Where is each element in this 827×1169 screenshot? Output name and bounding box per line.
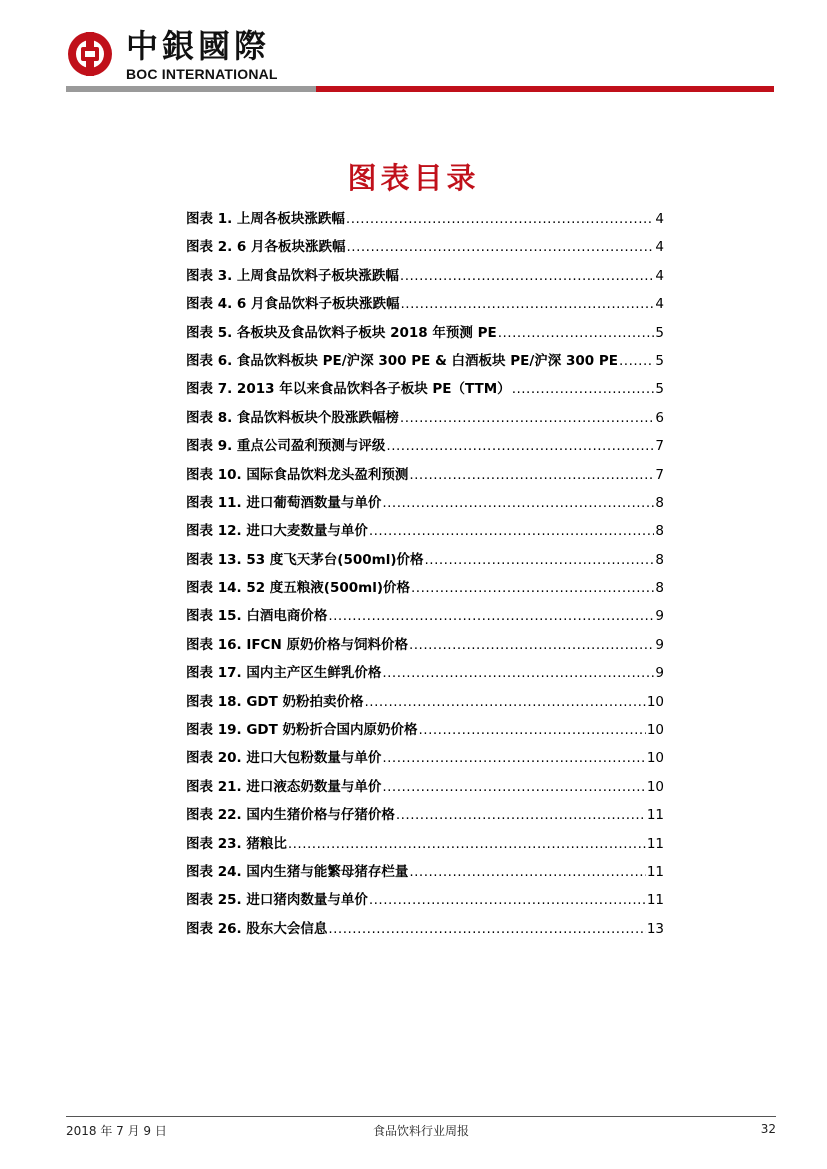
toc-entry[interactable]	[186, 832, 664, 860]
toc-entry-page: 5	[655, 381, 664, 398]
toc-entry-label: 图表 21. 进口液态奶数量与单价	[186, 778, 382, 795]
toc-entry[interactable]	[186, 207, 664, 235]
toc-entry-page: 4	[655, 211, 664, 227]
toc-entry[interactable]	[186, 803, 664, 831]
toc-entry[interactable]	[186, 604, 664, 632]
toc-entry-label: 图表 3. 上周食品饮料子板块涨跌幅	[186, 267, 399, 284]
toc-entry[interactable]	[186, 860, 664, 888]
toc-dot-leader	[396, 807, 646, 823]
toc-entry[interactable]	[186, 633, 664, 661]
toc-entry-page: 9	[655, 665, 664, 682]
toc-entry-label: 图表 8. 食品饮料板块个股涨跌幅榜	[186, 409, 399, 426]
toc-entry-label: 图表 20. 进口大包粉数量与单价	[186, 750, 382, 767]
header-rule-gray	[66, 86, 316, 92]
toc-entry-label: 图表 26. 股东大会信息	[186, 920, 328, 937]
toc-entry[interactable]	[186, 377, 664, 405]
toc-dot-leader	[425, 552, 655, 568]
toc-entry[interactable]	[186, 491, 664, 519]
toc-dot-leader	[382, 495, 654, 511]
toc-entry-page: 10	[646, 722, 664, 739]
toc-entry-page: 10	[646, 778, 664, 795]
toc-dot-leader	[369, 892, 646, 908]
toc-entry-page: 8	[655, 580, 664, 597]
footer-rule	[66, 1116, 776, 1117]
toc-entry-page: 7	[655, 466, 664, 483]
toc-entry-page: 8	[655, 494, 664, 511]
toc-entry-label: 图表 5. 各板块及食品饮料子板块 2018 年预测 PE	[186, 324, 497, 341]
toc-entry[interactable]	[186, 264, 664, 292]
toc-dot-leader	[382, 665, 654, 681]
toc-entry-label: 图表 9. 重点公司盈利预测与评级	[186, 438, 386, 455]
toc-entry[interactable]	[186, 718, 664, 746]
footer-report-name: 食品饮料行业周报	[372, 1124, 469, 1138]
toc-entry-page: 11	[646, 835, 664, 852]
toc-entry-page: 11	[646, 863, 664, 880]
toc-entry[interactable]	[186, 321, 664, 349]
toc-entry[interactable]	[186, 917, 664, 945]
logo-english-name: BOC INTERNATIONAL	[126, 66, 278, 82]
toc-entry-page: 6	[655, 409, 664, 426]
toc-entry-page: 10	[646, 750, 664, 767]
toc-entry[interactable]	[186, 775, 664, 803]
toc-entry-label: 图表 23. 猪粮比	[186, 835, 287, 852]
toc-entry[interactable]	[186, 406, 664, 434]
toc-entry-label: 图表 2. 6 月各板块涨跌幅	[186, 239, 346, 256]
toc-entry-label: 图表 19. GDT 奶粉折合国内原奶价格	[186, 722, 418, 739]
toc-dot-leader	[512, 381, 655, 397]
toc-dot-leader	[411, 580, 654, 596]
toc-entry-label: 图表 1. 上周各板块涨跌幅	[186, 211, 345, 227]
toc-entry-label: 图表 4. 6 月食品饮料子板块涨跌幅	[186, 296, 400, 313]
toc-dot-leader	[328, 608, 654, 624]
toc-entry-page: 4	[655, 239, 664, 256]
toc-dot-leader	[419, 722, 646, 738]
toc-entry-page: 8	[655, 551, 664, 568]
toc-entry-label: 图表 10. 国际食品饮料龙头盈利预测	[186, 466, 409, 483]
toc-entry-label: 图表 13. 53 度飞天茅台(500ml)价格	[186, 551, 424, 568]
toc-dot-leader	[400, 268, 654, 284]
page-header	[0, 0, 827, 100]
toc-dot-leader	[382, 779, 645, 795]
toc-entry-page: 8	[655, 523, 664, 540]
boc-logo-icon	[66, 30, 114, 78]
toc-entry[interactable]	[186, 463, 664, 491]
toc-entry-label: 图表 12. 进口大麦数量与单价	[186, 523, 368, 540]
toc-entry-label: 图表 18. GDT 奶粉拍卖价格	[186, 693, 364, 710]
toc-entry-page: 5	[655, 324, 664, 341]
toc-entry-label: 图表 11. 进口葡萄酒数量与单价	[186, 494, 382, 511]
toc-dot-leader	[346, 211, 654, 227]
toc-entry-label: 图表 14. 52 度五粮液(500ml)价格	[186, 580, 411, 597]
header-rule-red	[316, 86, 774, 92]
toc-entry-page: 11	[646, 892, 664, 909]
toc-entry[interactable]	[186, 548, 664, 576]
toc-entry[interactable]	[186, 746, 664, 774]
toc-dot-leader	[619, 353, 654, 369]
toc-entry[interactable]	[186, 434, 664, 462]
toc-dot-leader	[288, 836, 646, 852]
toc-dot-leader	[498, 325, 655, 341]
toc-entry[interactable]	[186, 576, 664, 604]
toc-entry-page: 4	[655, 296, 664, 313]
toc-entry-label: 图表 6. 食品饮料板块 PE/沪深 300 PE & 白酒板块 PE/沪深 300 PE	[186, 352, 618, 369]
page-footer	[66, 1122, 776, 1142]
toc-entry-label: 图表 17. 国内主产区生鲜乳价格	[186, 665, 382, 682]
toc-entry-page: 11	[646, 807, 664, 824]
toc-entry-page: 13	[646, 920, 664, 937]
toc-entry-label: 图表 7. 2013 年以来食品饮料各子板块 PE（TTM）	[186, 381, 511, 398]
toc-entry[interactable]	[186, 661, 664, 689]
toc-entry-page: 9	[655, 608, 664, 625]
toc-entry[interactable]	[186, 519, 664, 547]
toc-dot-leader	[409, 637, 654, 653]
toc-entry-page: 4	[655, 267, 664, 284]
toc-title: 图表目录	[347, 161, 480, 195]
toc-entry-label: 图表 16. IFCN 原奶价格与饲料价格	[186, 636, 408, 653]
toc-entry[interactable]	[186, 888, 664, 916]
toc-dot-leader	[382, 750, 645, 766]
toc-entry-label: 图表 25. 进口猪肉数量与单价	[186, 892, 368, 909]
toc-entry-page: 10	[646, 693, 664, 710]
footer-page-number: 32	[760, 1122, 776, 1136]
toc-entry-label: 图表 15. 白酒电商价格	[186, 608, 328, 625]
toc-dot-leader	[409, 467, 654, 483]
footer-date: 2018 年 7 月 9 日	[66, 1124, 167, 1138]
logo-chinese-name: 中銀國際	[126, 27, 271, 65]
toc-dot-leader	[401, 296, 655, 312]
toc-entry-page: 5	[655, 352, 664, 369]
toc-dot-leader	[369, 523, 655, 539]
toc-entry[interactable]	[186, 690, 664, 718]
toc-entry-page: 9	[655, 636, 664, 653]
toc-dot-leader	[409, 864, 645, 880]
toc-dot-leader	[386, 438, 654, 454]
toc-dot-leader	[328, 921, 645, 937]
toc-entry-label: 图表 24. 国内生猪与能繁母猪存栏量	[186, 863, 409, 880]
toc-list	[186, 207, 664, 945]
toc-entry[interactable]	[186, 292, 664, 320]
toc-entry[interactable]	[186, 235, 664, 263]
toc-dot-leader	[400, 410, 654, 426]
toc-entry[interactable]	[186, 349, 664, 377]
toc-dot-leader	[365, 694, 646, 710]
toc-entry-page: 7	[655, 438, 664, 455]
toc-entry-label: 图表 22. 国内生猪价格与仔猪价格	[186, 807, 395, 824]
toc-dot-leader	[347, 239, 655, 255]
